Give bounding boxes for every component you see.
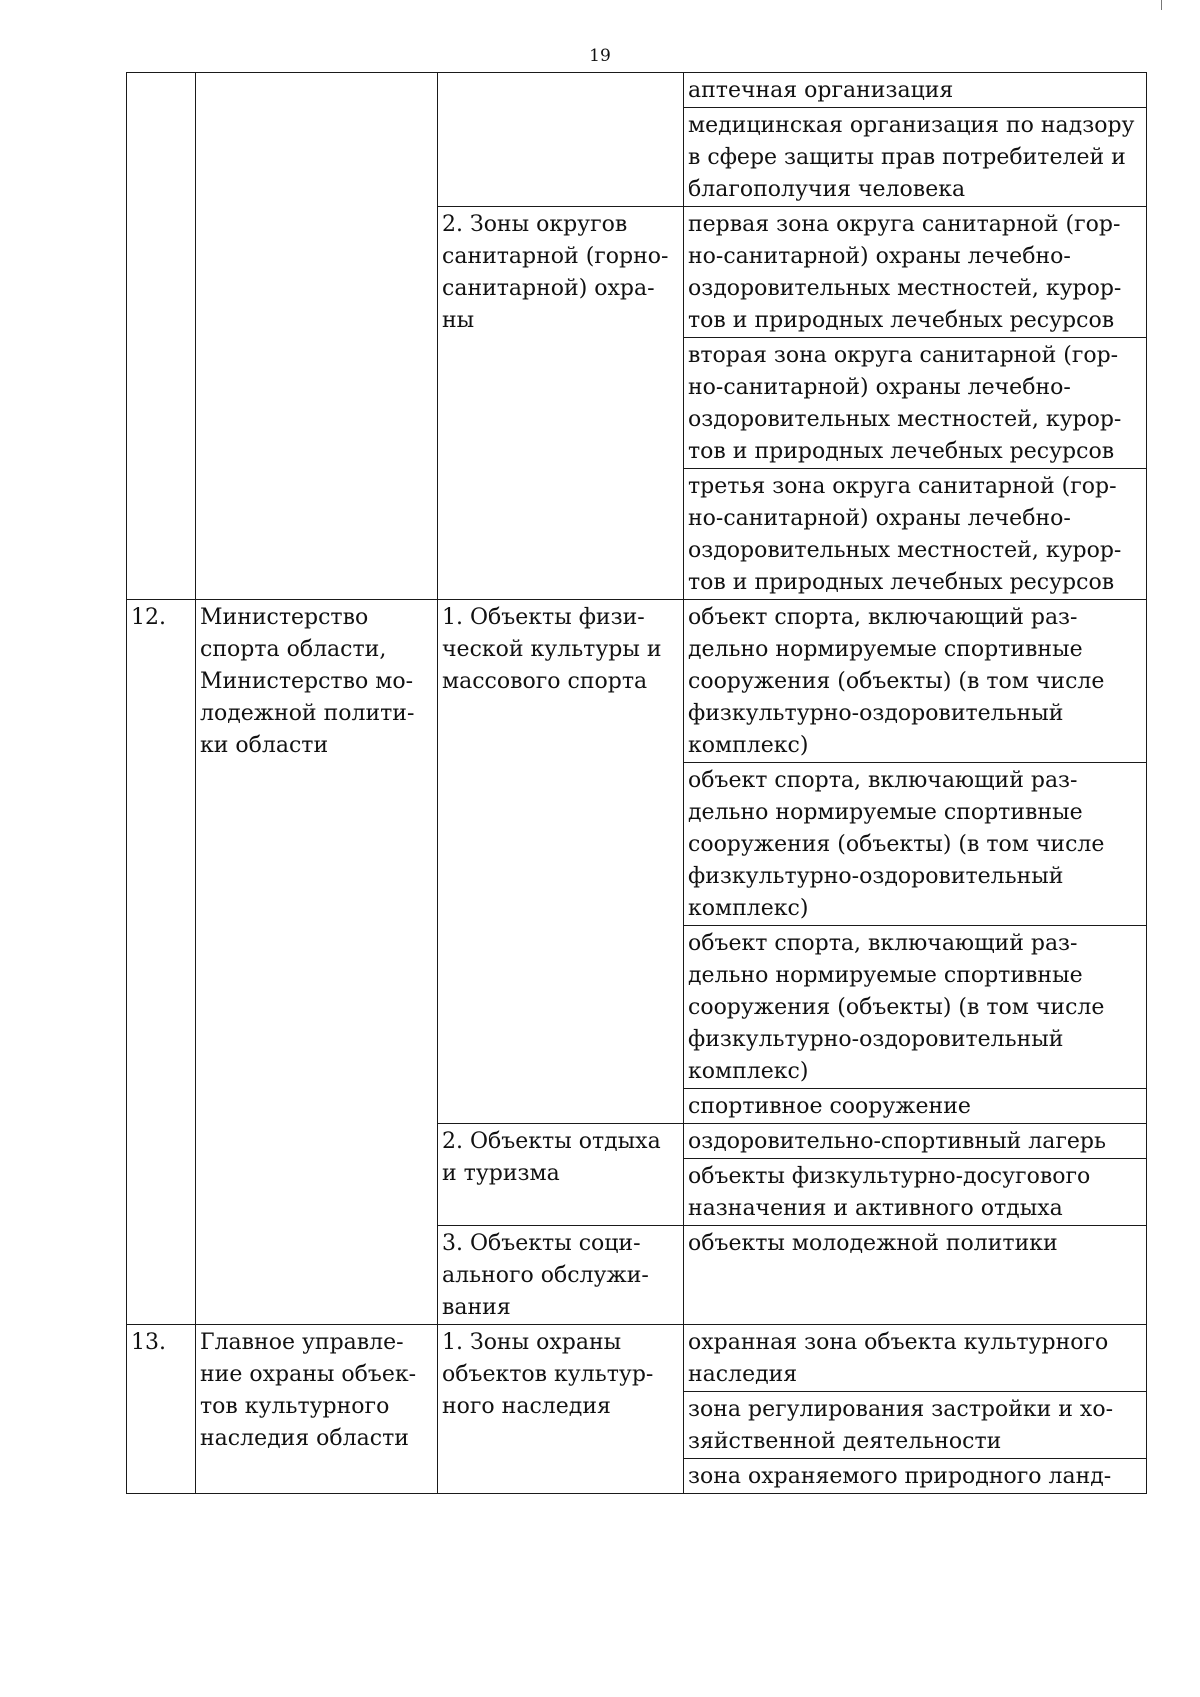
object-type-cell: зона регулирования застройки и хо- зяйственной деятельности (684, 1392, 1147, 1459)
object-type-cell: вторая зона округа санитарной (гор- но-санитарной) охраны лечебно- оздоровительных местностей, курор- тов и природных лечебных ресурсов (684, 338, 1147, 469)
object-type-cell: объекты физкультурно-досугового назначения и активного отдыха (684, 1159, 1147, 1226)
zone-category-cell: 1. Объекты физи- ческой культуры и массового спорта (438, 600, 684, 1124)
zone-category-cell: 1. Зоны охраны объектов культур- ного наследия (438, 1325, 684, 1494)
object-type-cell: медицинская организация по надзору в сфере защиты прав потребителей и благополучия человека (684, 108, 1147, 207)
table-row (127, 73, 1147, 108)
object-type-cell: зона охраняемого природного ланд- (684, 1459, 1147, 1494)
object-type-cell: охранная зона объекта культурного наследия (684, 1325, 1147, 1392)
table-row (127, 1325, 1147, 1392)
row-number (127, 73, 196, 600)
row-number: 13. (127, 1325, 196, 1494)
object-type-cell: первая зона округа санитарной (гор- но-санитарной) охраны лечебно- оздоровительных местностей, курор- тов и природных лечебных ресурсов (684, 207, 1147, 338)
zone-category-cell: 3. Объекты соци- ального обслужи- вания (438, 1226, 684, 1325)
authority-cell: Министерство спорта области, Министерство мо- лодежной полити- ки области (196, 600, 438, 1325)
object-type-cell: объект спорта, включающий раз- дельно нормируемые спортивные сооружения (объекты) (в том числе физкультурно-оздоровительный комплекс) (684, 926, 1147, 1089)
object-type-cell: объекты молодежной политики (684, 1226, 1147, 1325)
object-type-cell: объект спорта, включающий раз- дельно нормируемые спортивные сооружения (объекты) (в том числе физкультурно-оздоровительный комплекс) (684, 600, 1147, 763)
row-number: 12. (127, 600, 196, 1325)
authority-cell (196, 73, 438, 600)
zone-category-cell: 2. Зоны округов санитарной (горно- санитарной) охра- ны (438, 207, 684, 600)
authority-cell: Главное управле- ние охраны объек- тов культурного наследия области (196, 1325, 438, 1494)
object-type-cell: третья зона округа санитарной (гор- но-санитарной) охраны лечебно- оздоровительных местностей, курор- тов и природных лечебных ресурсов (684, 469, 1147, 600)
table-row (127, 600, 1147, 763)
scan-mark (1161, 0, 1162, 10)
page-number: 19 (589, 46, 611, 66)
zones-table (126, 72, 1147, 1494)
object-type-cell: спортивное сооружение (684, 1089, 1147, 1124)
object-type-cell: аптечная организация (684, 73, 1147, 108)
zone-category-cell: 2. Объекты отдыха и туризма (438, 1124, 684, 1226)
object-type-cell: объект спорта, включающий раз- дельно нормируемые спортивные сооружения (объекты) (в том числе физкультурно-оздоровительный комплекс) (684, 763, 1147, 926)
object-type-cell: оздоровительно-спортивный лагерь (684, 1124, 1147, 1159)
zone-category-cell (438, 73, 684, 207)
